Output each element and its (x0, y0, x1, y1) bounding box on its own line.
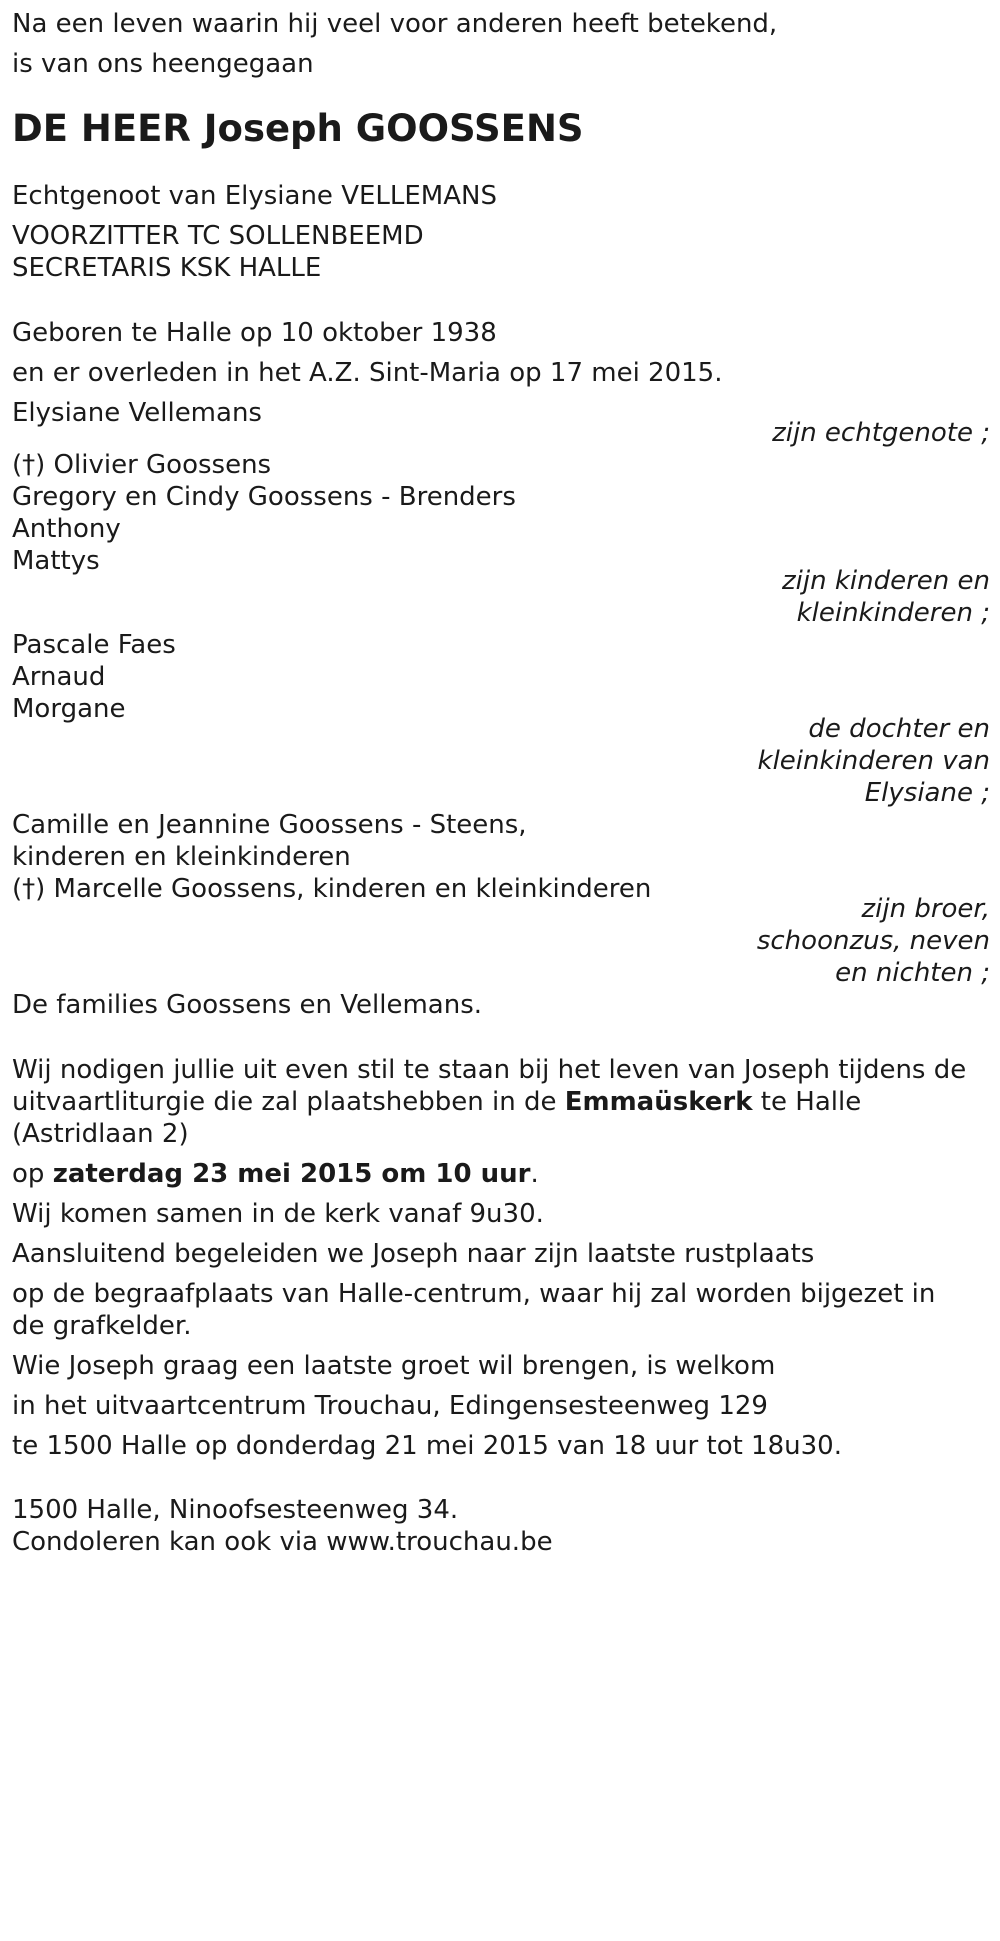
role-line-1: VOORZITTER TC SOLLENBEEMD (12, 221, 424, 251)
children-relation-line: kleinkinderen ; (796, 598, 990, 628)
child-name: Anthony (12, 514, 121, 544)
burial-line-3: de grafkelder. (12, 1311, 192, 1341)
deceased-title: DE HEER Joseph GOOSSENS (12, 107, 584, 150)
stepfamily-name: Morgane (12, 694, 126, 724)
stepfamily-name: Pascale Faes (12, 630, 176, 660)
invite-line-2-prefix: uitvaartliturgie die zal plaatshebben in de (12, 1087, 565, 1117)
stepfamily-relation-line: Elysiane ; (864, 778, 990, 808)
gather-line: Wij komen samen in de kerk vanaf 9u30. (12, 1199, 544, 1229)
burial-line-1: Aansluitend begeleiden we Joseph naar zijn laatste rustplaats (12, 1239, 815, 1269)
intro-line-2: is van ons heengegaan (12, 49, 314, 79)
service-date-prefix: op (12, 1159, 53, 1189)
church-name: Emmaüskerk (564, 1087, 753, 1117)
intro-line-1: Na een leven waarin hij veel voor anderen heeft betekend, (12, 9, 778, 39)
siblings-relation-line: zijn broer, (861, 894, 990, 924)
children-relation-line: zijn kinderen en (782, 566, 990, 596)
role-line-2: SECRETARIS KSK HALLE (12, 253, 322, 283)
invite-line-3: (Astridlaan 2) (12, 1119, 189, 1149)
spouse-relation: zijn echtgenote ; (772, 418, 990, 448)
visit-line-3: te 1500 Halle op donderdag 21 mei 2015 van 18 uur tot 18u30. (12, 1431, 842, 1461)
died-line: en er overleden in het A.Z. Sint-Maria op 17 mei 2015. (12, 358, 723, 388)
sibling-name: Camille en Jeannine Goossens - Steens, (12, 810, 527, 840)
sibling-name: kinderen en kleinkinderen (12, 842, 351, 872)
child-name: Mattys (12, 546, 100, 576)
visit-line-2: in het uitvaartcentrum Trouchau, Edingensesteenweg 129 (12, 1391, 768, 1421)
child-name: (†) Olivier Goossens (12, 450, 272, 480)
service-date-suffix: . (530, 1159, 539, 1189)
invite-line-2-suffix: te Halle (752, 1087, 862, 1117)
stepfamily-relation-line: kleinkinderen van (757, 746, 990, 776)
spouse-line: Echtgenoot van Elysiane VELLEMANS (12, 181, 497, 211)
address-line: 1500 Halle, Ninoofsesteenweg 34. (12, 1495, 459, 1525)
spouse-name: Elysiane Vellemans (12, 398, 262, 428)
burial-line-2: op de begraafplaats van Halle-centrum, waar hij zal worden bijgezet in (12, 1279, 936, 1309)
service-date-line (12, 1154, 539, 1194)
visit-line-1: Wie Joseph graag een laatste groet wil brengen, is welkom (12, 1351, 776, 1381)
invite-line-1: Wij nodigen jullie uit even stil te staan bij het leven van Joseph tijdens de (12, 1055, 967, 1085)
condolence-line: Condoleren kan ook via www.trouchau.be (12, 1527, 553, 1557)
stepfamily-name: Arnaud (12, 662, 106, 692)
service-date: zaterdag 23 mei 2015 om 10 uur (52, 1159, 531, 1189)
siblings-relation-line: en nichten ; (835, 958, 990, 988)
child-name: Gregory en Cindy Goossens - Brenders (12, 482, 516, 512)
born-line: Geboren te Halle op 10 oktober 1938 (12, 318, 497, 348)
stepfamily-relation-line: de dochter en (808, 714, 990, 744)
sibling-name: (†) Marcelle Goossens, kinderen en kleinkinderen (12, 874, 652, 904)
siblings-relation-line: schoonzus, neven (756, 926, 990, 956)
families-line: De families Goossens en Vellemans. (12, 990, 483, 1020)
